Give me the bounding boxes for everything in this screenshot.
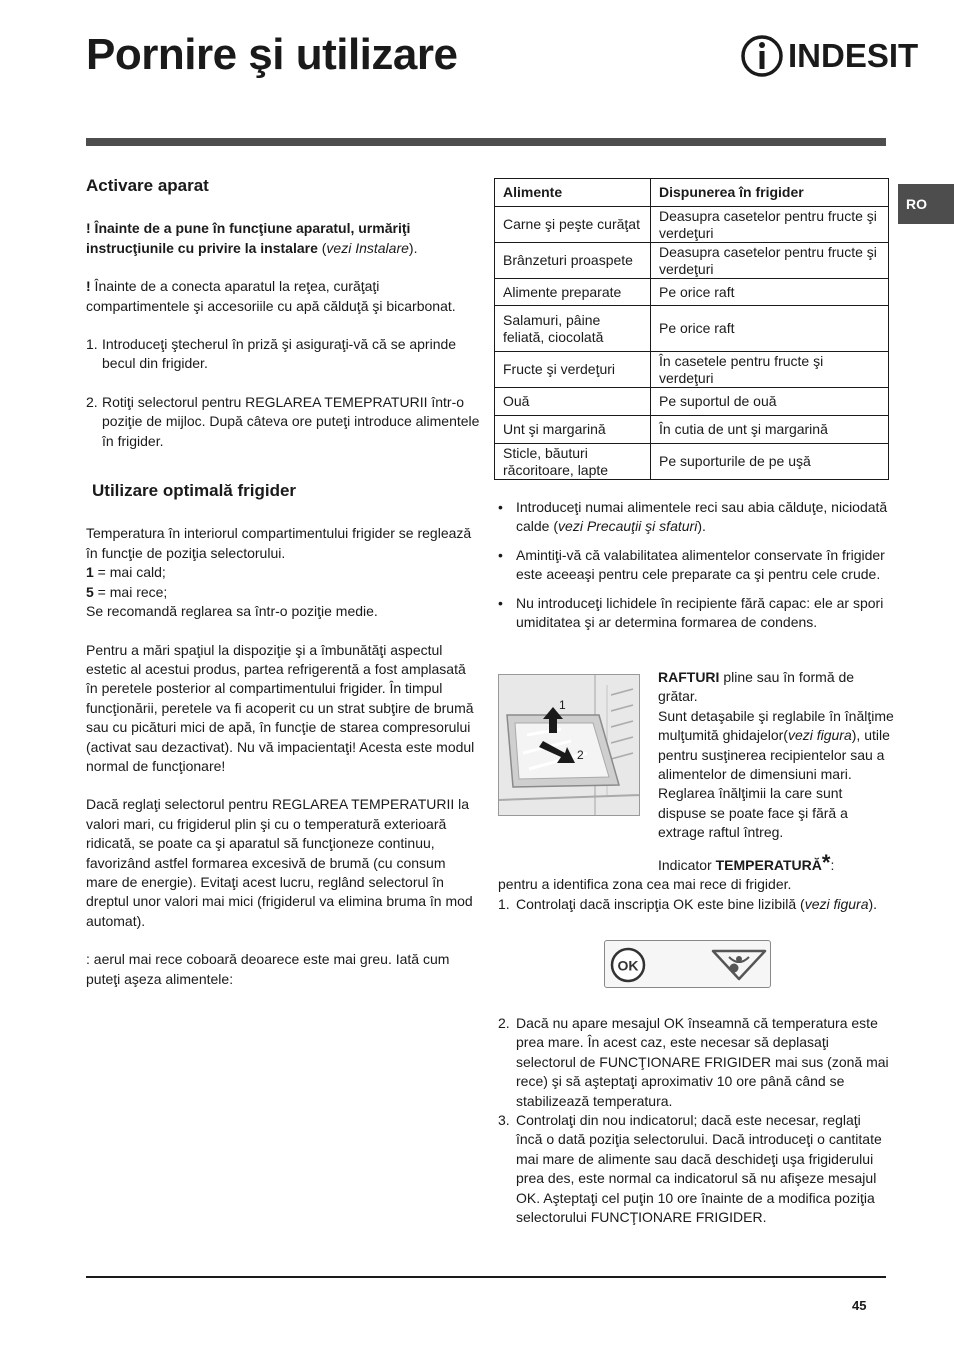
paragraph-frost: Pentru a mări spaţiul la dispoziţie şi a îmbunătăţi aspectul estetic al acestui produs, partea refrigerentă a fost amplasată în peretele posterior al compartimentului frigider. În timpul funcţionării, peretele va fi acoperit cu un strat subţire de brumă sau cu picături mici de apă, în funcţie de starea compresorului (activat sau dezactivat). Nu vă impacientaţi! Acesta este modul normal de funcţionare! [86, 641, 475, 774]
step-text: Controlaţi dacă inscripţia OK este bine lizibilă ( [516, 895, 805, 912]
brand-logo [740, 34, 918, 78]
section-heading-usage: Utilizare optimală frigider [92, 481, 297, 501]
indicator-title [498, 850, 890, 875]
food-placement-table [494, 178, 889, 480]
warning-mark: ! [86, 220, 91, 237]
bullet-ref: vezi Precauţii şi sfaturi [558, 518, 698, 535]
language-tab: RO [898, 184, 954, 224]
shelves-text: ), utile pentru susţinerea recipientelor sau a alimentelor de dimensiuni mari. Reglarea înălţimii la care sunt dispuse se poate face şi fără a extrage raftul întreg. [658, 727, 890, 841]
figure-ref: vezi figura [787, 727, 852, 744]
table-row [495, 243, 889, 279]
warning-mark: ! [86, 278, 91, 295]
list-text [516, 895, 890, 914]
see-install-ref: vezi Instalare [326, 239, 409, 256]
table-cell: Pe suporturile de pe uşă [651, 444, 889, 480]
bullet-text-end: ). [697, 518, 706, 535]
shelf-label-2: 2 [577, 748, 584, 762]
table-cell: Sticle, băuturi răcoritoare, lapte [495, 444, 651, 480]
bullet-dot: • [498, 546, 503, 563]
table-cell: Deasupra casetelor pentru fructe şi verdeţuri [651, 207, 889, 243]
warning-text: Înainte de a conecta aparatul la reţea, curăţaţi compartimentele şi accesoriile cu apă călduţă şi bicarbonat. [86, 278, 456, 314]
table-cell: În casetele pentru fructe şi verdeţuri [651, 352, 889, 388]
table-cell: Fructe şi verdeţuri [495, 352, 651, 388]
paragraph-setting: Dacă reglaţi selectorul pentru REGLAREA TEMPERATURII la valori mari, cu frigiderul plin şi cu o temperatură exterioară ridicată, se poate ca şi aparatul să funcţioneze continuu, favorizând astfel formarea excesivă de brumă (cu consum mare de energie). Evitaţi acest lucru, reglând selectorul în dreptul unor valori mai mici (frigiderul va elimina bruma în mod automat). [86, 796, 473, 929]
bullet-dot: • [498, 594, 503, 611]
list-number: 1. [498, 895, 510, 912]
table-header-row [495, 179, 889, 207]
paren-open: ( [317, 239, 327, 256]
cold-zone-icon [713, 951, 765, 979]
shelf-drawing [499, 675, 640, 816]
bullet-text: Introduceţi numai alimentele reci sau abia călduţe, niciodată calde ( [516, 499, 888, 535]
table-cell: Unt şi margarină [495, 416, 651, 444]
column-header: Dispunerea în frigider [651, 179, 889, 207]
table-cell: Alimente preparate [495, 279, 651, 306]
right-column-notes [498, 498, 890, 641]
ok-indicator-drawing [605, 941, 772, 989]
temperature-indicator-section [498, 850, 890, 914]
indesit-logo-icon [740, 34, 784, 78]
list-item [498, 895, 890, 914]
table-cell: Salamuri, pâine feliată, ciocolată [495, 306, 651, 352]
step-text-end: ). [868, 895, 878, 912]
paragraph-temperature [86, 524, 480, 621]
indicator-pre: Indicator [658, 857, 716, 873]
paragraph-cold-air: : aerul mai rece coboară deoarece este mai greu. Iată cum puteţi aşeza alimentele: [86, 951, 450, 987]
left-column [86, 176, 480, 1008]
list-item [498, 1111, 890, 1227]
warning-text: Înainte de a pune în funcţiune aparatul, urmăriţi instrucţiunile cu privire la instalare [86, 220, 411, 256]
ok-label: OK [617, 957, 639, 974]
list-text: Controlaţi din nou indicatorul; dacă este necesar, reglaţi încă o dată poziţia selectorului. Dacă introduceţi o cantitate mai mare de alimente sau dacă deschideţi uşa frigiderului prea des, este normal ca indicatorul să nu afişeze mesajul OK. Aşteptaţi cel puţin 10 ore înainte de a modifica poziţia selectorului FUNCŢIONARE FRIGIDER. [516, 1112, 882, 1226]
paren-close: ). [408, 239, 418, 256]
shelves-title: RAFTURI [658, 669, 720, 685]
footer-rule [86, 1276, 886, 1278]
table-cell: În cutia de unt şi margarină [651, 416, 889, 444]
indicator-colon: : [830, 857, 835, 873]
table-cell: Carne şi peşte curăţat [495, 207, 651, 243]
table-cell: Pe suportul de ouă [651, 388, 889, 416]
list-text [516, 498, 890, 537]
asterisk: * [821, 850, 831, 875]
list-number: 2. [498, 1015, 510, 1031]
list-text: Nu introduceţi lichidele în recipiente fără capac: ele ar spori umiditatea şi ar determina formarea de condens. [516, 594, 884, 631]
table-row [495, 444, 889, 480]
shelves-description [658, 668, 894, 843]
table-cell: Ouă [495, 388, 651, 416]
table-row [495, 388, 889, 416]
figure-ref: vezi figura [804, 895, 869, 912]
table-cell: Brânzeturi proaspete [495, 243, 651, 279]
level-5-text: = mai rece; [93, 583, 168, 600]
page-title: Pornire şi utilizare [86, 30, 458, 79]
list-number: 3. [498, 1112, 510, 1129]
list-item [498, 546, 890, 585]
warning-install [86, 219, 480, 258]
list-text: Amintiţi-vă că valabilitatea alimentelor conservate în frigider este aceeaşi pentru cele preparate ca şi pentru cele crude. [516, 546, 885, 583]
level-5-key: 5 [86, 583, 94, 600]
header-rule [86, 138, 886, 146]
shelf-label-1: 1 [559, 698, 566, 712]
indicator-label: TEMPERATURĂ [715, 857, 822, 873]
temperature-text: Temperatura în interiorul compartimentului frigider se reglează în funcţie de poziţia selectorului. [86, 525, 472, 561]
list-item [86, 335, 480, 374]
table-row [495, 207, 889, 243]
list-number: 1. [86, 336, 98, 353]
brand-name: INDESIT [788, 37, 919, 74]
list-number: 2. [86, 393, 98, 410]
level-1-key: 1 [86, 564, 94, 581]
ok-indicator-figure [604, 940, 771, 988]
indicator-steps [498, 1014, 890, 1227]
shelf-illustration [498, 674, 640, 816]
shelves-text: pline sau în formă de grătar. [658, 669, 855, 705]
list-item [498, 1014, 890, 1111]
list-text: Rotiţi selectorul pentru REGLAREA TEMEPRATURII într-o poziţie de mijloc. După câteva ore puteţi introduce alimentele în frigider. [102, 393, 480, 449]
table-row [495, 306, 889, 352]
list-item [498, 594, 890, 633]
recommendation-text: Se recomandă reglarea sa într-o poziţie medie. [86, 603, 378, 620]
indicator-purpose: pentru a identifica zona cea mai rece di frigider. [498, 876, 792, 893]
shelves-text: Sunt detaşabile şi reglabile în înălţime mulţumită ghidajelor( [658, 707, 894, 744]
table-row [495, 352, 889, 388]
list-item [498, 498, 890, 537]
page-number: 45 [852, 1298, 867, 1313]
table-cell: Pe orice raft [651, 306, 889, 352]
table-row [495, 416, 889, 444]
bullet-dot: • [498, 499, 503, 515]
section-heading-activation: Activare aparat [86, 176, 209, 195]
table-cell: Deasupra casetelor pentru fructe şi verdeţuri [651, 243, 889, 279]
list-item [86, 393, 480, 451]
warning-clean [86, 277, 480, 316]
level-1-text: = mai cald; [93, 564, 166, 581]
list-text: Introduceţi ştecherul în priză şi asiguraţi-vă că se aprinde becul din frigider. [102, 336, 457, 372]
table-row [495, 279, 889, 306]
column-header: Alimente [495, 179, 651, 207]
list-text: Dacă nu apare mesajul OK înseamnă că temperatura este prea mare. În acest caz, este necesar să deplasaţi selectorul de FUNCŢIONARE FRIGIDER mai sus (zonă mai rece) şi să aşteptaţi aproximativ 10 ore până când se stabilizează temperatura. [516, 1015, 889, 1109]
table-cell: Pe orice raft [651, 279, 889, 306]
